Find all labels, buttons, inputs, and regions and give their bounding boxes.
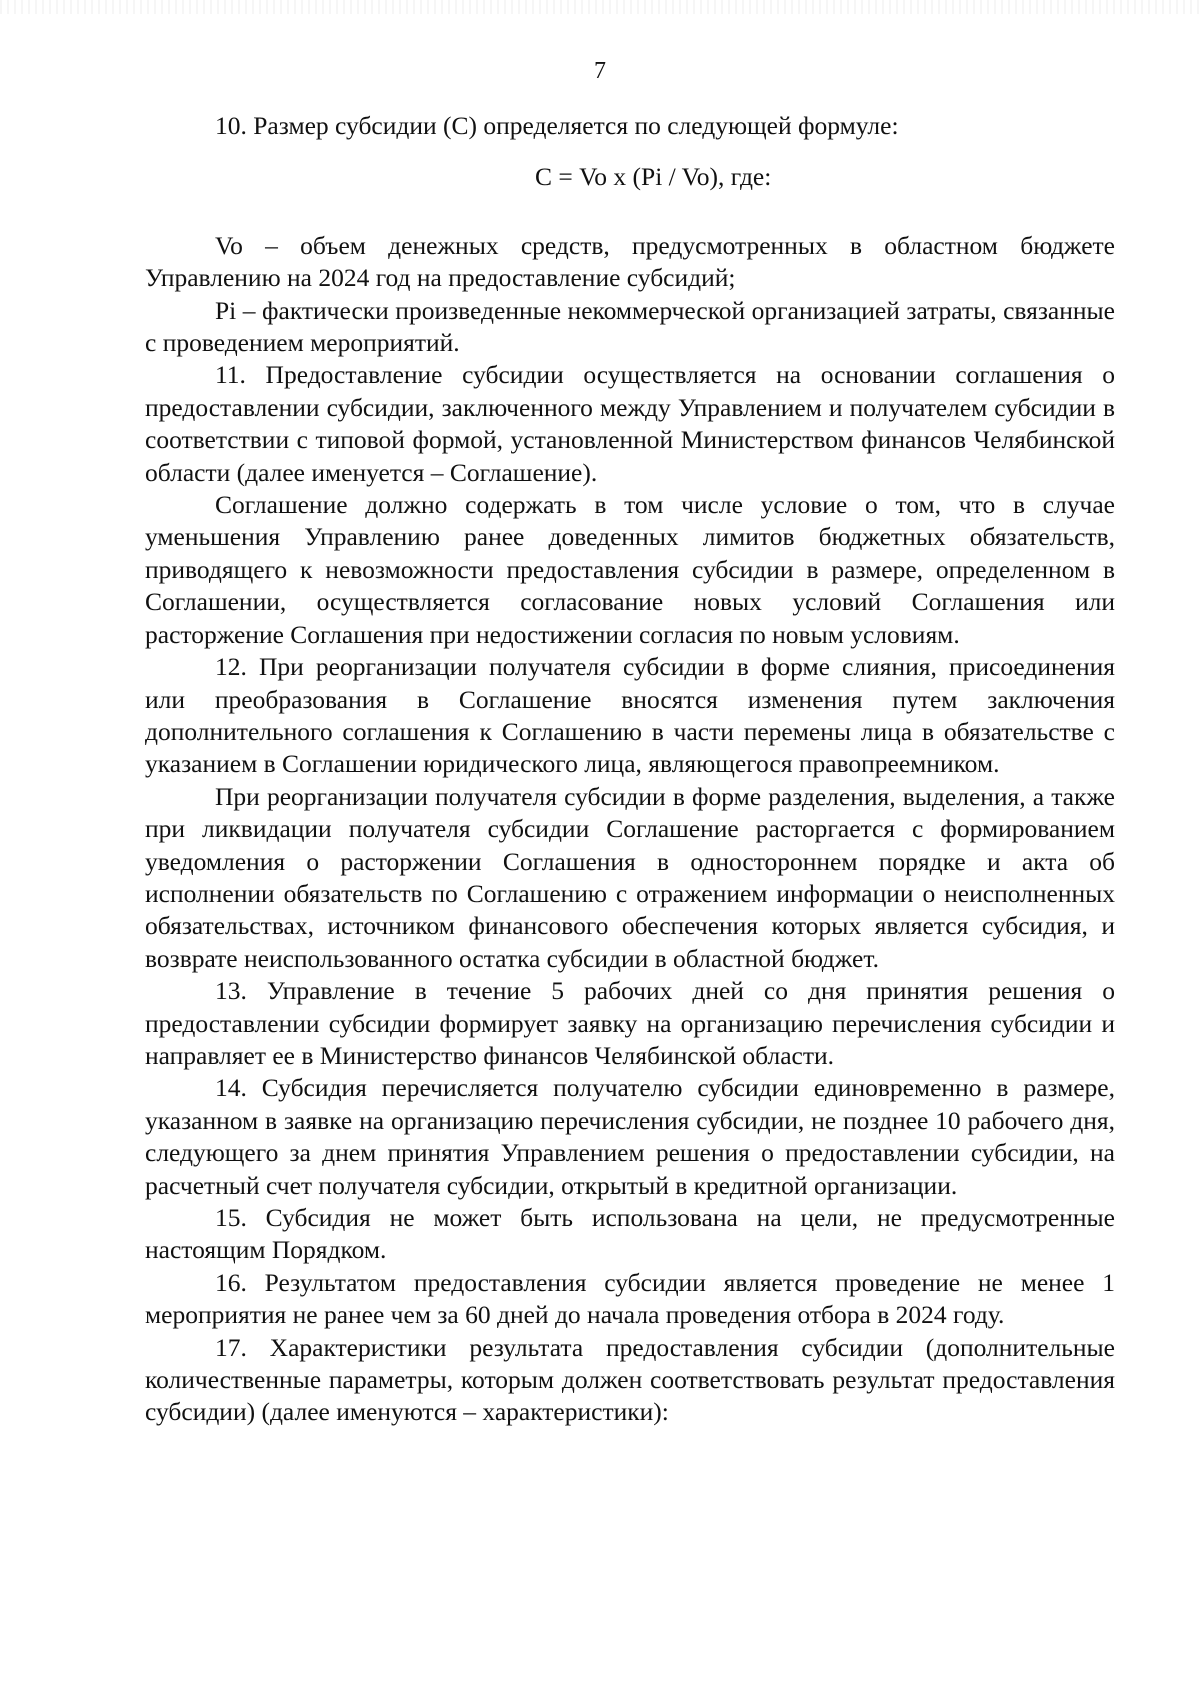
paragraph-16: 16. Результатом предоставления субсидии является проведение не менее 1 мероприятия не ранее чем за 60 дней до начала проведения отбора в 2024 году. bbox=[145, 1267, 1115, 1330]
paragraph-12: 12. При реорганизации получателя субсидии в форме слияния, присоединения или преобразования в Соглашение вносятся изменения путем заключения дополнительного соглашения к Соглашению в части перемены лица в обязательстве с указанием в Соглашении юридического лица, являющегося правопреемником. bbox=[145, 652, 1115, 779]
page-number: 7 bbox=[594, 58, 606, 84]
paragraph-10: 10. Размер субсидии (С) определяется по следующей формуле: bbox=[215, 111, 899, 140]
paragraph-14: 14. Субсидия перечисляется получателю субсидии единовременно в размере, указанном в заявке на организацию перечисления субсидии, не позднее 10 рабочего дня, следующего за днем принятия Управлением решения о предоставлении субсидии, на расчетный счет получателя субсидии, открытый в кредитной организации. bbox=[145, 1073, 1115, 1200]
subsidy-formula: С = Vo x (Pi / Vo), где: bbox=[535, 162, 772, 192]
definition-pi: Pi – фактически произведенные некоммерческой организацией затраты, связанные с проведением мероприятий. bbox=[145, 295, 1115, 358]
paragraph-12-liquidation: При реорганизации получателя субсидии в форме разделения, выделения, а также при ликвидации получателя субсидии Соглашение расторгается с формированием уведомления о расторжении Соглашения в одностороннем порядке и акта об исполнении обязательств по Соглашению с отражением информации о неисполненных обязательствах, источником финансового обеспечения которых является субсидия, и возврате неиспользованного остатка субсидии в областной бюджет. bbox=[145, 781, 1115, 973]
paragraph-15: 15. Субсидия не может быть использована на цели, не предусмотренные настоящим Порядком. bbox=[145, 1203, 1115, 1265]
document-body bbox=[145, 110, 1115, 1429]
paragraph-11-agreement-terms: Соглашение должно содержать в том числе условие о том, что в случае уменьшения Управлению ранее доведенных лимитов бюджетных обязательств, приводящего к невозможности предоставления субсидии в размере, определенном в Соглашении, осуществляется согласование новых условий Соглашения или расторжение Соглашения при недостижении согласия по новым условиям. bbox=[145, 490, 1115, 649]
paragraph-13: 13. Управление в течение 5 рабочих дней со дня принятия решения о предоставлении субсидии формирует заявку на организацию перечисления субсидии и направляет ее в Министерство финансов Челябинской области. bbox=[145, 976, 1115, 1070]
definition-vo: Vo – объем денежных средств, предусмотренных в областном бюджете Управлению на 2024 год на предоставление субсидий; bbox=[145, 230, 1115, 293]
scan-artifact-strip bbox=[0, 0, 1200, 14]
paragraph-11: 11. Предоставление субсидии осуществляется на основании соглашения о предоставлении субсидии, заключенного между Управлением и получателем субсидии в соответствии с типовой формой, установленной Министерством финансов Челябинской области (далее именуется – Соглашение). bbox=[145, 360, 1115, 487]
paragraph-17: 17. Характеристики результата предоставления субсидии (дополнительные количественные параметры, которым должен соответствовать результат предоставления субсидии) (далее именуются – характеристики): bbox=[145, 1332, 1115, 1427]
